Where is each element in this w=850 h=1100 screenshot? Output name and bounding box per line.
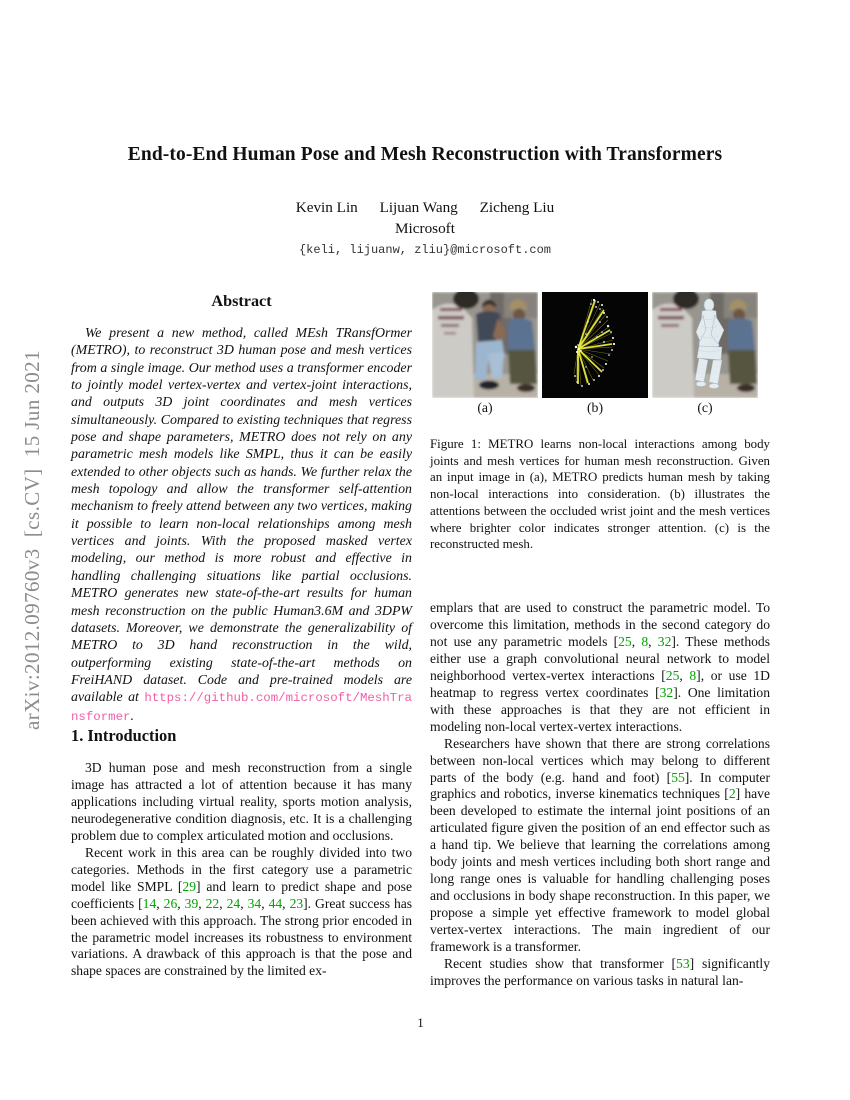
citation-ref[interactable]: 24: [226, 895, 241, 911]
text-run: ,: [177, 895, 185, 911]
text-run: ] have been developed to estimate the internal joint positions of an articulated figure given the position of an end effector such as a hand tip. We believe that learning the correlations among body joints and mesh vertices including both short range and long range ones is valuable for handling challenging poses and occlusions in body shape reconstruction. In this paper, we propose a simple yet effective framework to model global vertex-vertex interactions. The main ingredient of our framework is a transformer.: [430, 786, 770, 955]
paper-title: End-to-End Human Pose and Mesh Reconstruction with Transformers: [127, 144, 723, 165]
paragraph: [71, 760, 412, 845]
text-run: .: [130, 708, 134, 724]
text-run: ,: [648, 633, 658, 649]
figure1-caption: Figure 1: METRO learns non-local interactions among body joints and mesh vertices for human mesh reconstruction. Given an input image in (a), METRO predicts human mesh by taking non-local interactions into consideration. (b) illustrates the attentions between the occluded wrist joint and the mesh vertices where brighter color indicates stronger attention. (c) is the reconstructed mesh.: [430, 437, 770, 552]
figure-1: [432, 292, 758, 398]
citation-ref[interactable]: 22: [205, 895, 220, 911]
text-run: ] and learn to predict shape and pose coefficients [: [71, 878, 413, 911]
paragraph: [430, 736, 770, 956]
text-run: ]. One limitation with these approaches is that they are not efficient in modeling non-local vertex-vertex interactions.: [430, 684, 770, 734]
figure1-panel-labels: [432, 400, 758, 416]
text-run: ]. Great success has been achieved with this approach. The strong prior encoded in the parametric model increases its robustness to environment variations. A drawback of this approach is that the pose and shape spaces are constrained by the limited ex-: [71, 895, 413, 979]
citation-ref[interactable]: 8: [689, 667, 697, 683]
arxiv-stamp: arXiv:2012.09760v3 [cs.CV] 15 Jun 2021: [20, 350, 44, 730]
citation-ref[interactable]: 44: [268, 895, 283, 911]
text-run: 3D human pose and mesh reconstruction from a single image has attracted a lot of attention because it has many applications including virtual reality, sports motion analysis, neurodegenerative condition diagnosis, etc. It is a challenging problem due to complex articulated motion and occlusions.: [71, 760, 412, 843]
email-address: {keli, lijuanw, zliu}@microsoft.com: [298, 243, 552, 257]
text-run: ,: [631, 633, 642, 649]
author-name: Kevin Lin: [295, 199, 358, 216]
citation-ref[interactable]: 25: [618, 633, 632, 649]
author-list: [0, 199, 850, 217]
text-run: ,: [219, 895, 227, 911]
figure1-label-a: (a): [477, 400, 493, 415]
code-url-link[interactable]: https://github.com/microsoft/MeshTransformer: [71, 691, 412, 724]
author-name: Lijuan Wang: [379, 199, 458, 216]
citation-ref[interactable]: 26: [163, 895, 178, 911]
citation-ref[interactable]: 55: [671, 769, 685, 785]
figure1-panel-b-attention-map: [542, 292, 648, 398]
figure1-panel-c-reconstructed-mesh: [652, 292, 758, 398]
abstract-body: [71, 325, 412, 726]
paragraph: [71, 845, 412, 981]
text-run: ,: [261, 895, 269, 911]
text-run: Recent work in this area can be roughly divided into two categories. Methods in the first category use a parametric model like SMPL [: [71, 844, 412, 894]
paragraph: [71, 325, 412, 726]
paragraph: [430, 956, 770, 990]
text-run: ,: [679, 667, 690, 683]
text-run: ,: [156, 895, 164, 911]
figure1-panel-a-input-image: [432, 292, 538, 398]
text-run: ,: [198, 895, 206, 911]
author-name: Zicheng Liu: [479, 199, 555, 216]
text-run: We present a new method, called MEsh TRansfOrmer (METRO), to reconstruct 3D human pose and mesh vertices from a single image. Our method uses a transformer encoder to jointly model vertex-vertex and vertex-joint interactions, and outputs 3D joint coordinates and mesh vertices simultaneously. Compared to existing techniques that regress pose and shape parameters, METRO does not rely on any parametric mesh models like SMPL, thus it can be easily extended to other objects such as hands. We further relax the mesh topology and allow the transformer self-attention mechanism to freely attend between any two vertices, making it possible to learn non-local relationships among mesh vertices and joints. With the proposed masked vertex modeling, our method is more robust and effective in handling challenging situations like partial occlusions. METRO generates new state-of-the-art results for human mesh reconstruction on the public Human3.6M and 3DPW datasets. Moreover, we demonstrate the generalizability of METRO to 3D hand reconstruction in the wild, outperforming existing state-of-the-art methods on FreiHAND dataset. Code and pre-trained models are available at: [71, 326, 412, 706]
introduction-body: [71, 760, 412, 980]
text-run: Researchers have shown that there are strong correlations between non-local vertices which may belong to different parts of the body (e.g. hand and foot) [: [430, 735, 770, 785]
figure1-label-b: (b): [586, 400, 604, 415]
text-run: Recent studies show that transformer [: [444, 956, 677, 972]
text-run: ], or use 1D heatmap to regress vertex coordinates [: [430, 667, 771, 700]
citation-ref[interactable]: 8: [641, 633, 649, 649]
citation-ref[interactable]: 34: [247, 895, 262, 911]
citation-ref[interactable]: 23: [289, 895, 304, 911]
text-run: ,: [240, 895, 248, 911]
affiliation: Microsoft: [395, 220, 455, 237]
section-heading-introduction: 1. Introduction: [71, 726, 177, 745]
citation-ref[interactable]: 29: [182, 878, 197, 894]
paragraph: [430, 600, 770, 736]
text-run: ]. These methods either use a graph convolutional neural network to model neighborhood vertex-vertex interactions [: [430, 633, 771, 683]
citation-ref[interactable]: 32: [657, 633, 672, 649]
text-run: ,: [282, 895, 290, 911]
citation-ref[interactable]: 39: [184, 895, 199, 911]
right-column-body: [430, 600, 770, 990]
citation-ref[interactable]: 32: [659, 684, 674, 700]
citation-ref[interactable]: 2: [728, 786, 736, 802]
text-run: emplars that are used to construct the parametric model. To overcome this limitation, methods in the second category do not use any parametric models [: [430, 600, 770, 649]
citation-ref[interactable]: 25: [665, 667, 680, 683]
text-run: ]. In computer graphics and robotics, inverse kinematics techniques [: [430, 769, 770, 802]
text-run: ] significantly improves the performance on various tasks in natural lan-: [430, 956, 770, 988]
abstract-heading: Abstract: [211, 292, 272, 310]
citation-ref[interactable]: 53: [676, 956, 690, 972]
input-photo-image: [432, 292, 538, 398]
mesh-overlay-image: [652, 292, 758, 398]
attention-lines-image: [542, 292, 648, 398]
page-number: 1: [417, 1015, 424, 1030]
figure1-label-c: (c): [697, 400, 713, 415]
citation-ref[interactable]: 14: [142, 895, 157, 911]
